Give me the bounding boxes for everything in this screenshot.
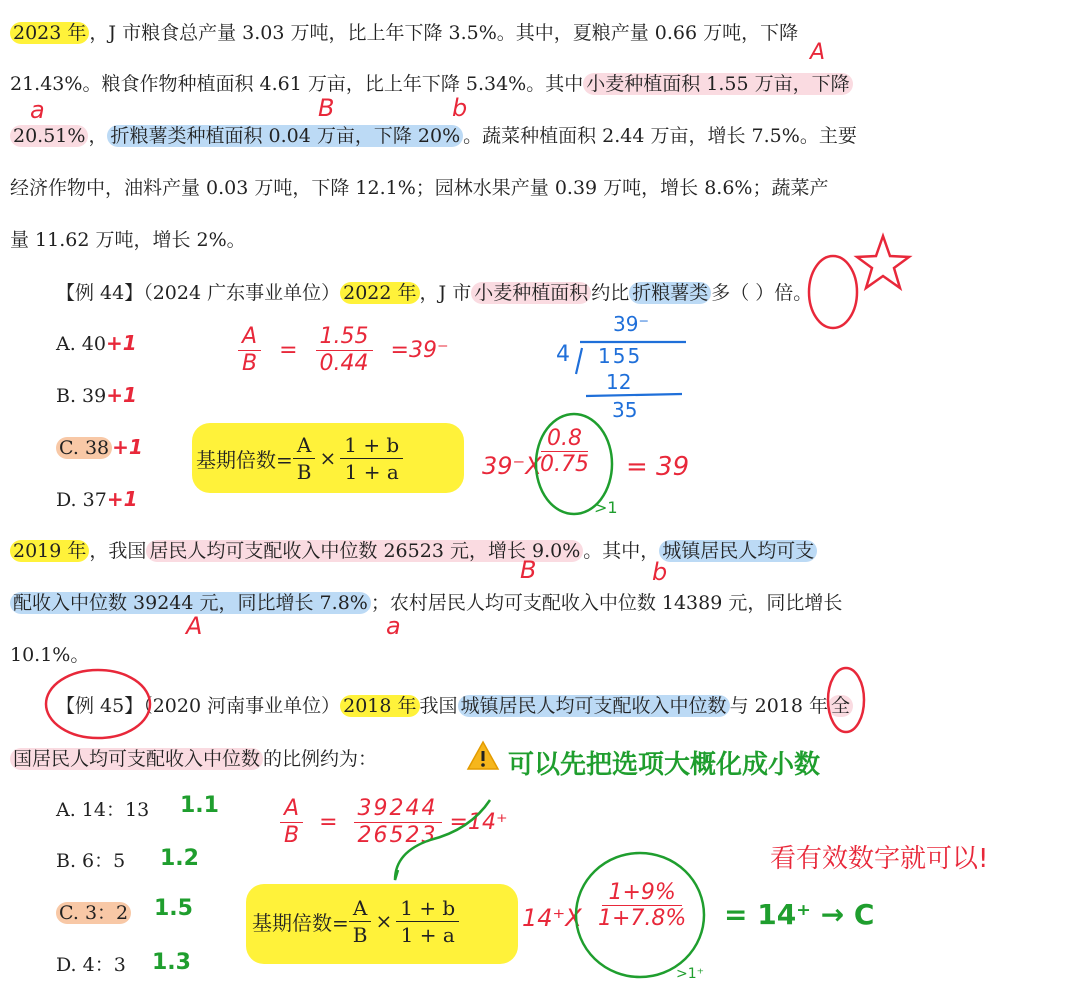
q45-calc-result: = 14⁺ → C: [724, 898, 875, 931]
mark-A-wheat: A: [810, 40, 826, 65]
q45-calc-prefix: 14⁺X: [522, 904, 582, 932]
division-bracket: [576, 342, 686, 374]
mark-a-wheat: a: [30, 96, 45, 124]
q44-formula: 基期倍数= $\frac{A}{B}$ × $\frac{1 + b}{1 + a}$: [196, 428, 403, 488]
circle-q45-ratio: [576, 853, 704, 977]
q45-option-c[interactable]: C. 3：2 1.5: [56, 898, 131, 928]
q45-stem-line1: 【例 45】（2020 河南事业单位） 2018 年 我国 城镇居民人均可支配收入中位数 与 2018 年 全: [56, 691, 853, 721]
q45-calc-fraction: 1+9% 1+7.8%: [598, 880, 687, 931]
q44-option-c[interactable]: C. 38 +1: [56, 432, 143, 463]
q44-calc-result: = 39: [626, 452, 690, 482]
highlight-year-2023: 2023 年: [10, 22, 89, 44]
division-subtract: 12: [606, 370, 632, 394]
highlight-national-income: 居民人均可支配收入中位数 26523 元，增长 9.0%: [146, 540, 583, 562]
q44-option-a[interactable]: A. 40+1: [56, 331, 137, 355]
formula-growth-ratio: $\frac{1 + b}{1 + a}$: [340, 432, 403, 485]
circle-q44-ratio: [536, 414, 612, 514]
note-convert-to-decimal: 可以先把选项大概化成小数: [508, 750, 821, 780]
highlight-q45-national: 国居民人均可支配收入中位数: [10, 748, 263, 770]
formula-a-over-b: $\frac{A}{B}$: [293, 432, 316, 485]
q44-hand-calc: $\frac{A}{B}$ = $\frac{1.55}{0.44}$ =39⁻: [238, 324, 449, 377]
highlight-year-2019: 2019 年: [10, 540, 89, 562]
q44-option-b[interactable]: B. 39+1: [56, 383, 137, 407]
note-significant-digits: 看有效数字就可以!: [770, 844, 989, 874]
passage1-line2: 21.43%。粮食作物种植面积 4.61 万亩，比上年下降 5.34%。其中 小麦种植面积 1.55 万亩，下降: [10, 69, 853, 99]
highlight-potato-area: 折粮薯类种植面积 0.04 万亩，下降 20%: [107, 125, 463, 147]
highlight-year-2022: 2022 年: [340, 282, 419, 304]
circle-example-45: [46, 670, 150, 738]
highlight-wheat-area: 小麦种植面积 1.55 万亩，下降: [583, 73, 852, 95]
highlight-q44-potato: 折粮薯类: [629, 282, 711, 304]
mark-A-urban: A: [186, 612, 203, 640]
q45-option-a[interactable]: A. 14：13 1.1: [56, 793, 219, 821]
circle-answer-blank: [809, 256, 857, 328]
q45-option-d[interactable]: D. 4：3 1.3: [56, 950, 191, 976]
division-divisor: 4: [556, 342, 570, 367]
passage1-line5: 量 11.62 万吨，增长 2%。: [10, 229, 246, 251]
star-icon: [857, 236, 909, 288]
passage2-line3: 10.1%。: [10, 644, 90, 666]
passage2-line2: 配收入中位数 39244 元，同比增长 7.8% ；农村居民人均可支配收入中位数 14389 元，同比增长: [10, 588, 842, 618]
q44-calc-fraction: 0.8 0.75: [540, 426, 589, 477]
mark-b-national: b: [652, 558, 668, 586]
mark-B-potato: B: [318, 94, 335, 122]
division-rule: [586, 394, 682, 396]
q45-stem-line2: 国居民人均可支配收入中位数 的比例约为：: [10, 744, 377, 774]
q44-greater-than-one: >1: [594, 498, 618, 517]
division-quotient: 39⁻: [613, 312, 650, 336]
highlight-year-2018: 2018 年: [340, 695, 419, 717]
division-dividend: 155: [598, 344, 643, 368]
passage1-line3: 20.51% ， 折粮薯类种植面积 0.04 万亩，下降 20% 。蔬菜种植面积 2.44 万亩，增长 7.5%。主要: [10, 121, 857, 151]
highlight-q45-urban: 城镇居民人均可支配收入中位数: [458, 695, 730, 717]
passage1-line4: 经济作物中，油料产量 0.03 万吨，下降 12.1%；园林水果产量 0.39 万吨，增长 8.6%；蔬菜产: [10, 177, 829, 199]
passage1-line1: 2023 年 ，J 市粮食总产量 3.03 万吨，比上年下降 3.5%。其中，夏粮产量 0.66 万吨，下降: [10, 18, 798, 48]
circle-median: [828, 668, 864, 732]
q45-option-b[interactable]: B. 6：5 1.2: [56, 846, 199, 872]
division-remainder: 35: [612, 398, 638, 422]
mark-B-national: B: [520, 556, 537, 584]
q44-stem: 【例 44】（2024 广东事业单位） 2022 年 ，J 市 小麦种植面积 约比 折粮薯类 多（ ）倍。: [56, 282, 813, 304]
cut-digits-stroke: [395, 800, 490, 880]
q44-option-d[interactable]: D. 37+1: [56, 487, 138, 511]
highlight-wheat-decline: 20.51%: [10, 125, 88, 147]
q45-greater-than-one: >1⁺: [676, 966, 705, 982]
highlight-urban-income-2: 配收入中位数 39244 元，同比增长 7.8%: [10, 592, 371, 614]
highlight-q44-wheat: 小麦种植面积: [471, 282, 591, 304]
q45-hand-calc: $\frac{A}{B}$ = $\frac{39244}{26523}$ =14⁺: [280, 796, 508, 849]
mark-b-potato: b: [452, 94, 468, 122]
highlight-urban-income: 城镇居民人均可支: [659, 540, 817, 562]
q44-calc-prefix: 39⁻X: [482, 452, 542, 480]
mark-a-urban: a: [386, 612, 401, 640]
q45-formula: 基期倍数= $\frac{A}{B}$ × $\frac{1 + b}{1 + a}$: [252, 888, 459, 954]
passage2-line1: 2019 年 ，我国 居民人均可支配收入中位数 26523 元，增长 9.0% 。其中， 城镇居民人均可支: [10, 536, 817, 566]
